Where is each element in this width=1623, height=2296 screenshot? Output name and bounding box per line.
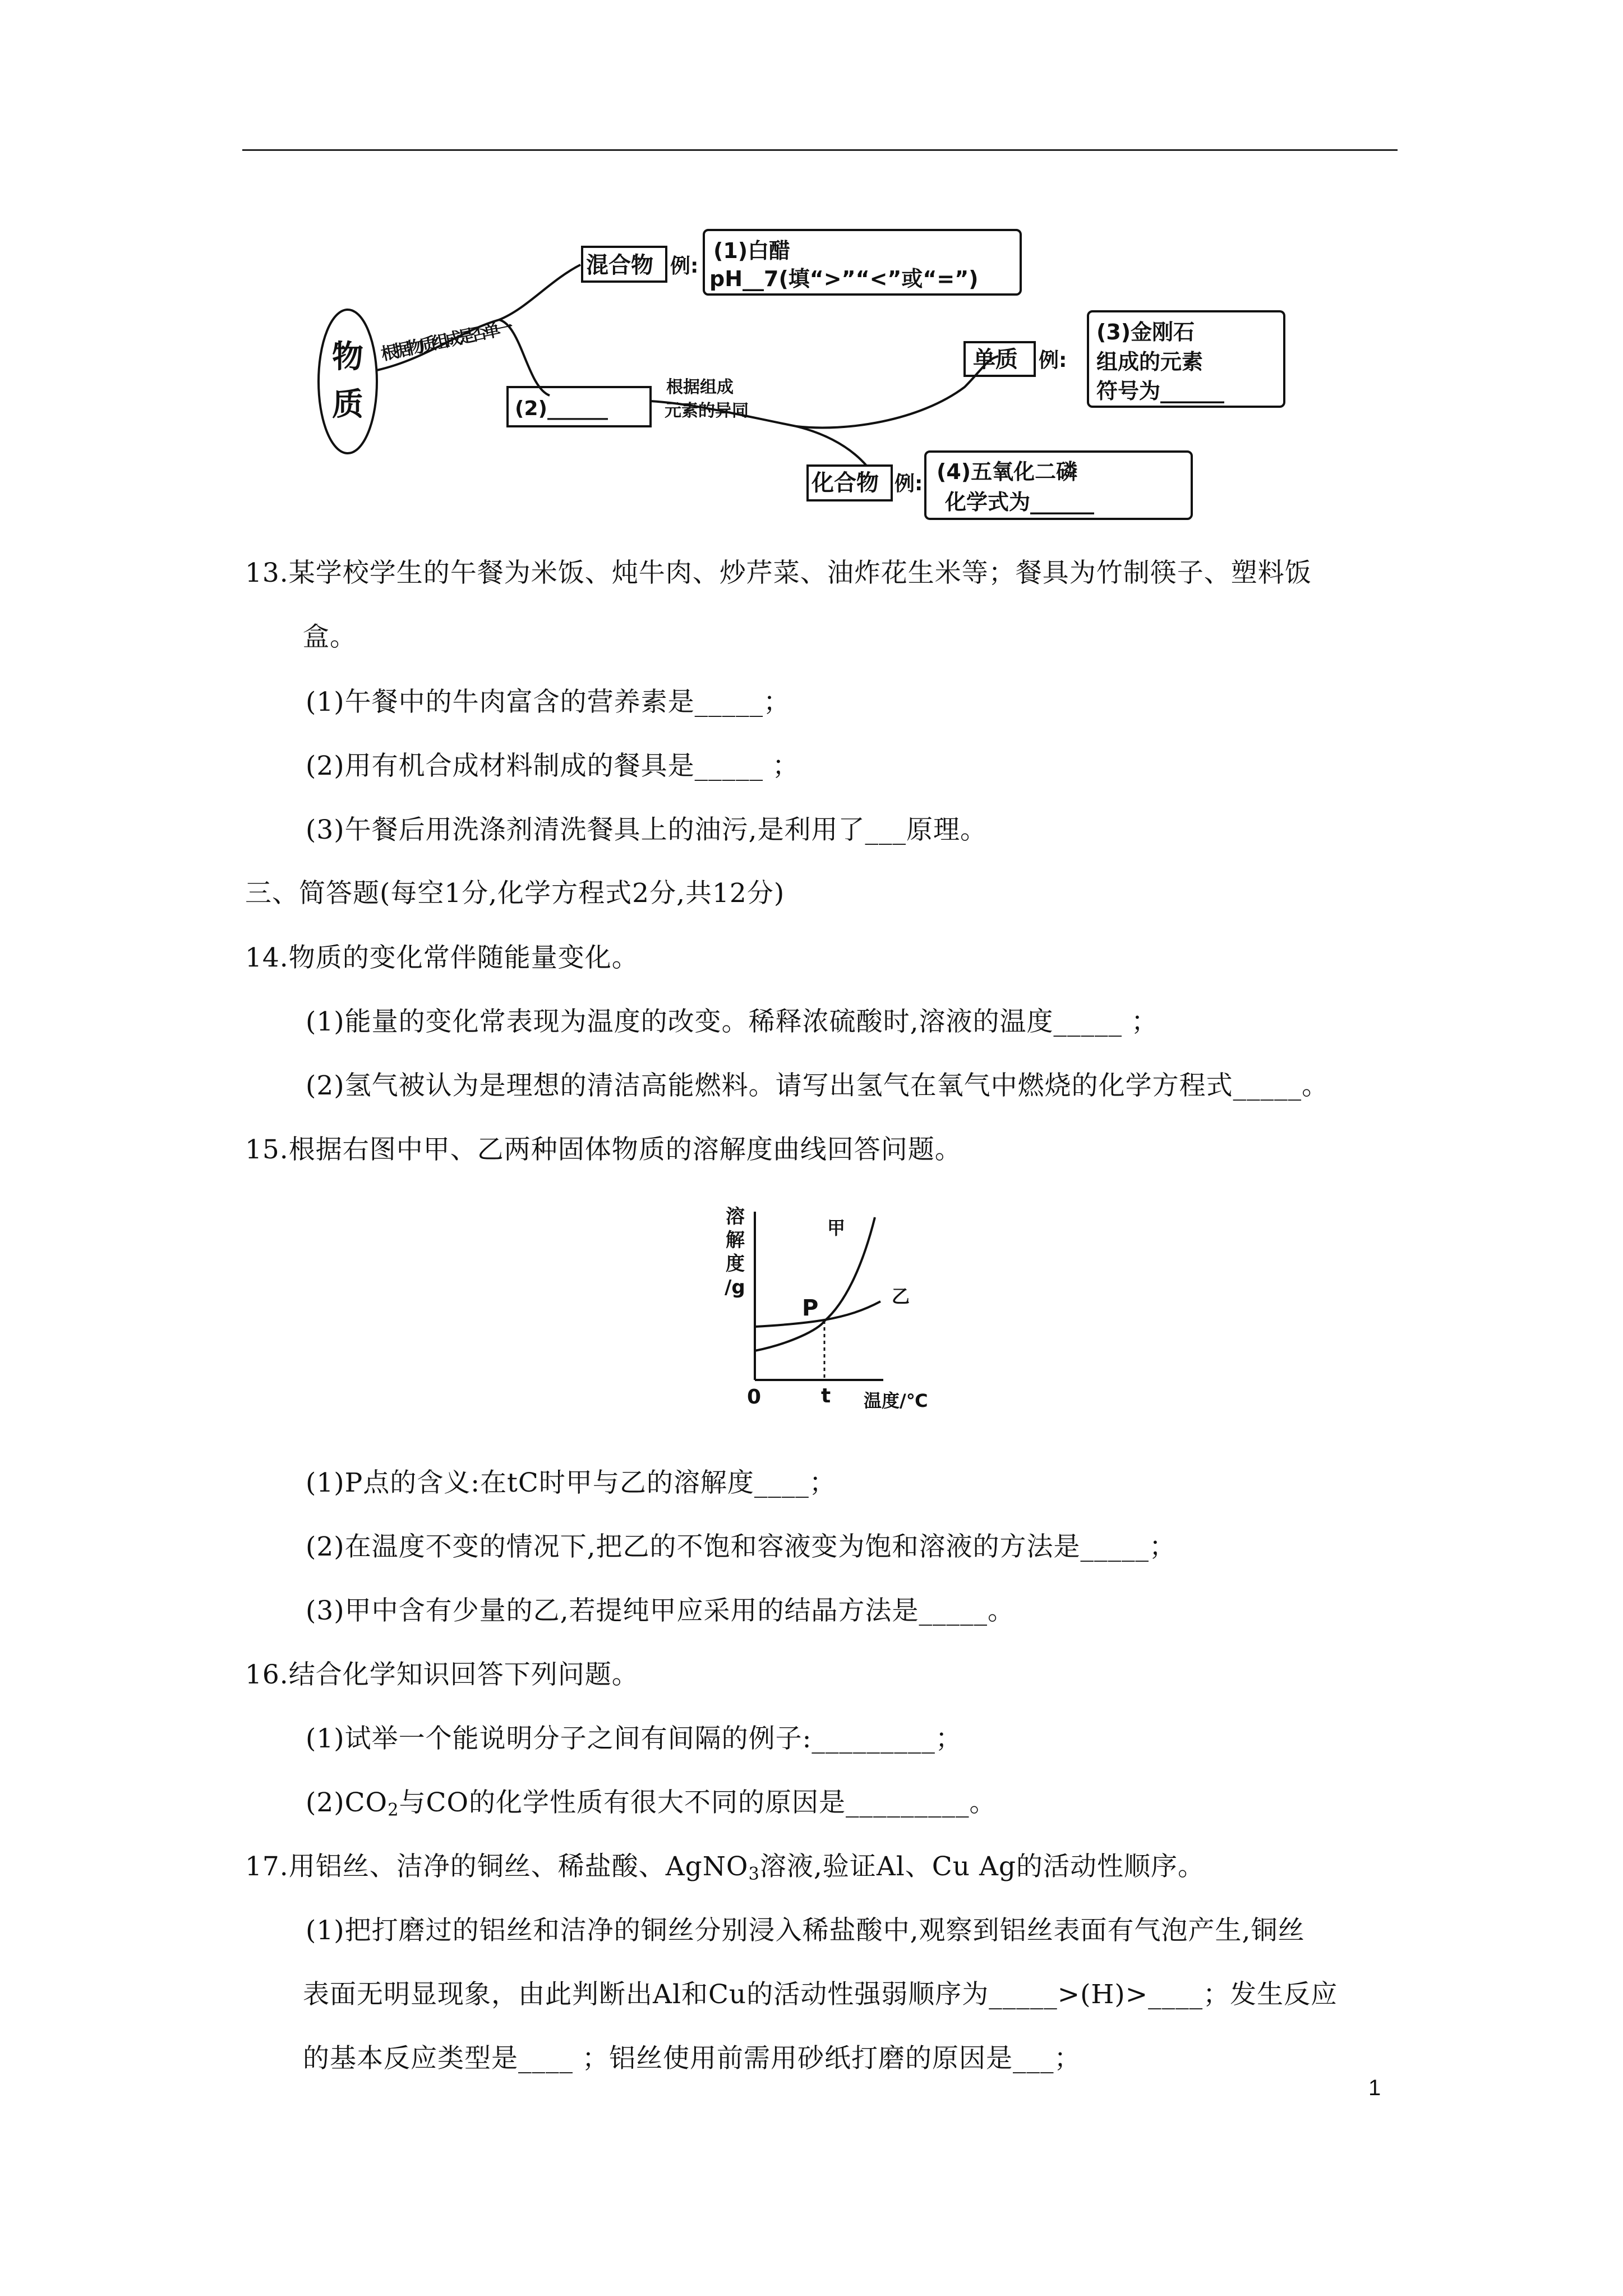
ylabel-char-1: 溶 bbox=[726, 1205, 745, 1228]
page-number: 1 bbox=[1368, 2076, 1381, 2100]
compound-label: 化合物 bbox=[811, 470, 879, 496]
classification-diagram bbox=[314, 219, 1335, 539]
compound-example-tag: 例: bbox=[895, 472, 923, 495]
compound-example-line-2: 化学式为______ bbox=[945, 490, 1095, 514]
section-3-heading: 三、简答题(每空1分,化学方程式2分,共12分) bbox=[245, 878, 785, 909]
q17-sub-1-line-2: 表面无明显现象，由此判断出Al和Cu的活动性强弱顺序为_____>(H)>____；发生反应 bbox=[303, 1979, 1338, 2010]
branch-upper-label: 根据物质组成是否单一 bbox=[379, 317, 515, 365]
q14-sub-1: (1)能量的变化常表现为温度的改变。稀释浓硫酸时,溶液的温度_____ ； bbox=[306, 1006, 1158, 1037]
q15-stem: 15.根据右图中甲、乙两种固体物质的溶解度曲线回答问题。 bbox=[245, 1134, 962, 1165]
q16-stem: 16.结合化学知识回答下列问题。 bbox=[245, 1659, 639, 1690]
q13-sub-1: (1)午餐中的牛肉富含的营养素是_____； bbox=[306, 687, 791, 717]
element-example-line-3: 符号为______ bbox=[1096, 379, 1225, 403]
solubility-graph bbox=[723, 1200, 970, 1425]
ylabel-char-2: 解 bbox=[726, 1229, 745, 1251]
element-label: 单质 bbox=[973, 347, 1018, 372]
q13-sub-2: (2)用有机合成材料制成的餐具是_____ ； bbox=[306, 751, 800, 781]
t-label: t bbox=[821, 1384, 831, 1407]
element-example-line-1: (3)金刚石 bbox=[1096, 320, 1195, 344]
q16-sub-2: (2)CO2与CO的化学性质有很大不同的原因是_________。 bbox=[306, 1787, 997, 1820]
q15-sub-1: (1)P点的含义:在tC时甲与乙的溶解度____； bbox=[306, 1467, 836, 1498]
q14-stem: 14.物质的变化常伴随能量变化。 bbox=[245, 942, 639, 973]
pure-substance-text: (2)______ bbox=[515, 397, 608, 420]
element-example-tag: 例: bbox=[1039, 349, 1067, 372]
ylabel-char-3: 度 bbox=[726, 1253, 745, 1275]
mixture-example-tag: 例: bbox=[670, 255, 699, 278]
q13-sub-3: (3)午餐后用洗涤剂清洗餐具上的油污,是利用了___原理。 bbox=[306, 815, 988, 845]
matter-char-2: 质 bbox=[332, 386, 363, 423]
q16-sub-1: (1)试举一个能说明分子之间有间隔的例子:_________； bbox=[306, 1723, 962, 1754]
q14-sub-2: (2)氢气被认为是理想的清洁高能燃料。请写出氢气在氧气中燃烧的化学方程式_____。 bbox=[306, 1070, 1329, 1101]
curve-jia bbox=[755, 1217, 875, 1351]
origin-label: 0 bbox=[747, 1386, 762, 1409]
matter-char-1: 物 bbox=[332, 339, 363, 375]
xlabel: 温度/℃ bbox=[864, 1390, 928, 1411]
q17-stem: 17.用铝丝、洁净的铜丝、稀盐酸、AgNO3溶液,验证Al、Cu Ag的活动性顺序。 bbox=[245, 1851, 1205, 1884]
header-rule bbox=[242, 149, 1398, 151]
q15-sub-3: (3)甲中含有少量的乙,若提纯甲应采用的结晶方法是_____。 bbox=[306, 1595, 1015, 1626]
branch-lower-label-1: 根据组成 bbox=[666, 378, 734, 397]
mixture-label: 混合物 bbox=[586, 252, 653, 278]
curve-jia-label: 甲 bbox=[827, 1217, 846, 1239]
compound-example-line-1: (4)五氧化二磷 bbox=[937, 459, 1078, 484]
q15-sub-2: (2)在温度不变的情况下,把乙的不饱和容液变为饱和溶液的方法是_____； bbox=[306, 1531, 1177, 1562]
q17-sub-1-line-1: (1)把打磨过的铝丝和洁净的铜丝分别浸入稀盐酸中,观察到铝丝表面有气泡产生,铜丝 bbox=[306, 1915, 1305, 1946]
q13-stem-1: 13.某学校学生的午餐为米饭、炖牛肉、炒芹菜、油炸花生米等；餐具为竹制筷子、塑料饭 bbox=[245, 558, 1312, 588]
q13-stem-2: 盒。 bbox=[303, 622, 357, 652]
mixture-example-line-1: (1)白醋 bbox=[713, 238, 791, 263]
element-example-line-2: 组成的元素 bbox=[1096, 349, 1204, 374]
matter-ellipse bbox=[319, 310, 377, 453]
mixture-example-line-2: pH__7(填“>”“<”或“=”) bbox=[709, 266, 979, 291]
curve-yi-label: 乙 bbox=[892, 1286, 910, 1307]
q17-sub-1-line-3: 的基本反应类型是____ ；铝丝使用前需用砂纸打磨的原因是___； bbox=[303, 2043, 1081, 2074]
ylabel-char-4: /g bbox=[725, 1276, 745, 1299]
point-p-label: P bbox=[802, 1295, 819, 1321]
branch-lower-label-2: 元素的异同 bbox=[665, 401, 749, 421]
